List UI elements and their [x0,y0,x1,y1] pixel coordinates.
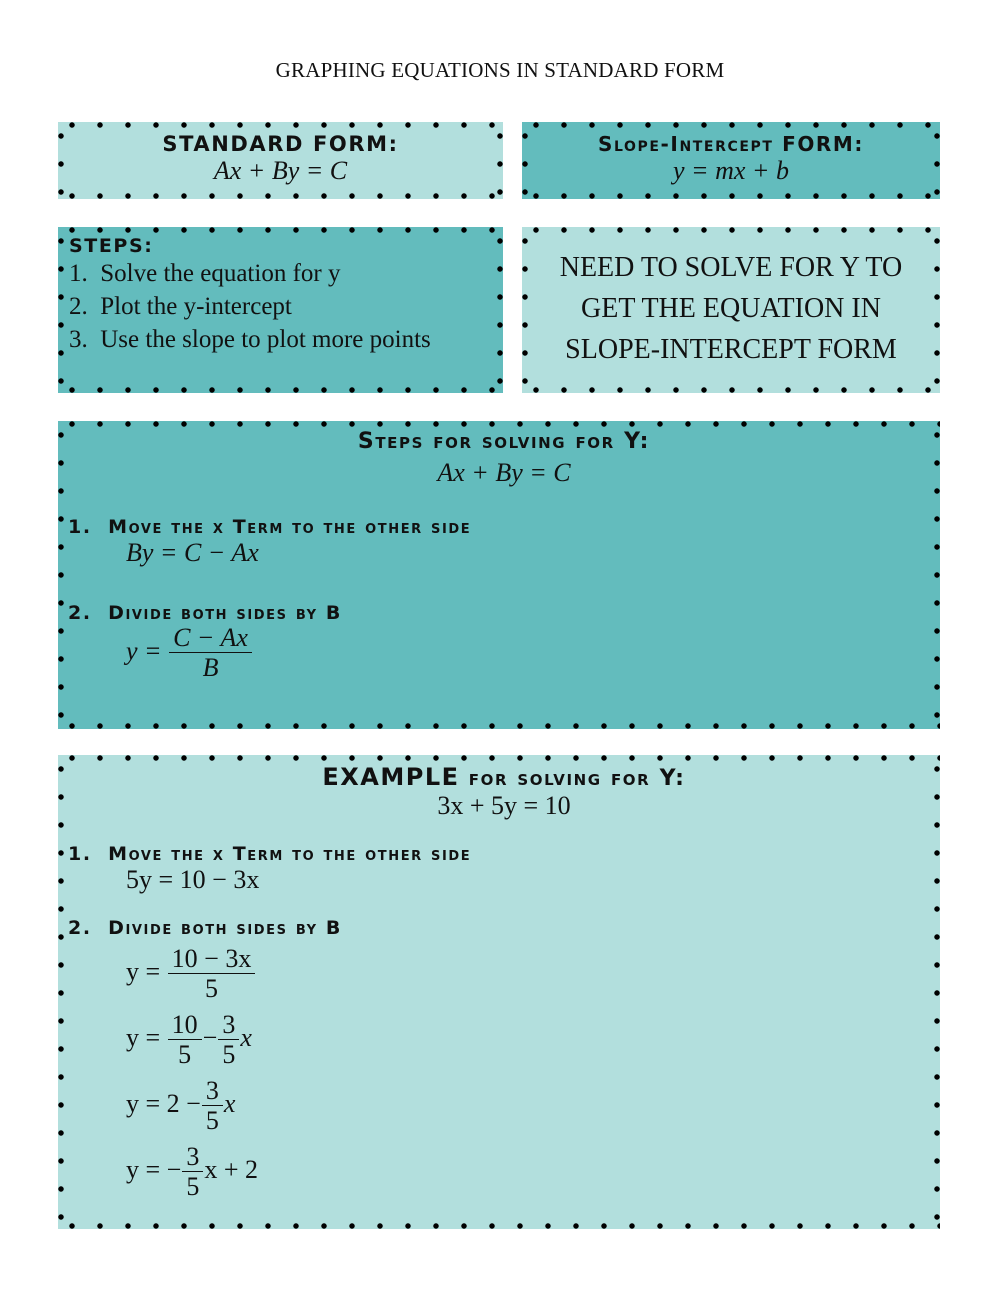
note-line: SLOPE-INTERCEPT FORM [565,334,897,365]
solving-equation: Ax + By = C [437,458,571,487]
equation-lhs: y = [126,636,162,666]
list-item: 2. Plot the y-intercept [69,293,292,320]
equation-row [126,1071,940,1137]
operator: − [202,1023,218,1052]
slope-intercept-heading: Slope-Intercept FORM: [597,132,865,156]
example-heading [68,763,940,791]
numerator: 10 − 3x [171,943,252,973]
denominator: B [169,652,252,683]
denominator: 5 [168,973,256,1004]
equation-row [126,1137,940,1203]
steps-list [69,257,503,356]
denominator: 5 [202,1105,223,1136]
example-equation: 3x + 5y = 10 [437,791,571,820]
example-step1-equation: 5y = 10 − 3x [126,865,260,894]
fraction [204,1077,221,1136]
fraction [170,1011,200,1070]
numerator: 3 [186,1141,200,1171]
steps-box [58,227,503,393]
solving-steps-box [58,421,940,729]
equation-lhs: y = [126,957,161,986]
denominator: 5 [218,1039,239,1070]
slope-intercept-box [522,122,940,199]
standard-form-box [58,122,503,199]
equation-row [126,1005,940,1071]
list-item: 3. Use the slope to plot more points [69,326,431,353]
equation-tail: x + 2 [204,1155,258,1184]
equation-tail: x [223,1089,236,1118]
numerator: 3 [222,1009,236,1039]
equation-lhs: y = [126,1023,161,1052]
example-step2-equations [126,939,940,1203]
solving-step2-label: 2. Divide both sides by B [68,602,342,624]
standard-form-equation: Ax + By = C [213,156,348,185]
denominator: 5 [182,1171,203,1202]
equation-lhs: y = − [126,1155,182,1184]
example-step1-label: 1. Move the x Term to the other side [68,843,472,865]
note-line: NEED TO SOLVE FOR Y TO [559,252,903,283]
slope-intercept-equation: y = mx + b [673,156,789,185]
solving-step1-label: 1. Move the x Term to the other side [68,516,472,538]
standard-form-heading: STANDARD FORM: [162,132,399,156]
example-box [58,755,940,1229]
solving-step1-equation: By = C − Ax [126,538,259,567]
solving-heading: Steps for solving for Y: [357,429,651,454]
example-step2-label: 2. Divide both sides by B [68,917,342,939]
denominator: 5 [168,1039,202,1070]
fraction [220,1011,237,1070]
fraction [170,945,254,1004]
note-line: GET THE EQUATION IN [581,293,881,324]
fraction [171,624,250,683]
note-box [522,227,940,393]
numerator: 10 [171,1009,198,1039]
solving-step2-equation [126,624,940,683]
equation-lhs: y = 2 − [126,1089,201,1118]
list-item: 1. Solve the equation for y [69,260,341,287]
numerator: C − Ax [173,623,248,652]
equation-tail: x [240,1023,252,1052]
steps-heading: STEPS: [69,235,154,257]
page-title: GRAPHING EQUATIONS IN STANDARD FORM [275,58,725,82]
equation-row [126,939,940,1005]
fraction [184,1143,201,1202]
example-heading-bold: EXAMPLE [322,763,460,791]
example-heading-rest: for solving for Y: [459,766,686,791]
numerator: 3 [205,1075,219,1105]
